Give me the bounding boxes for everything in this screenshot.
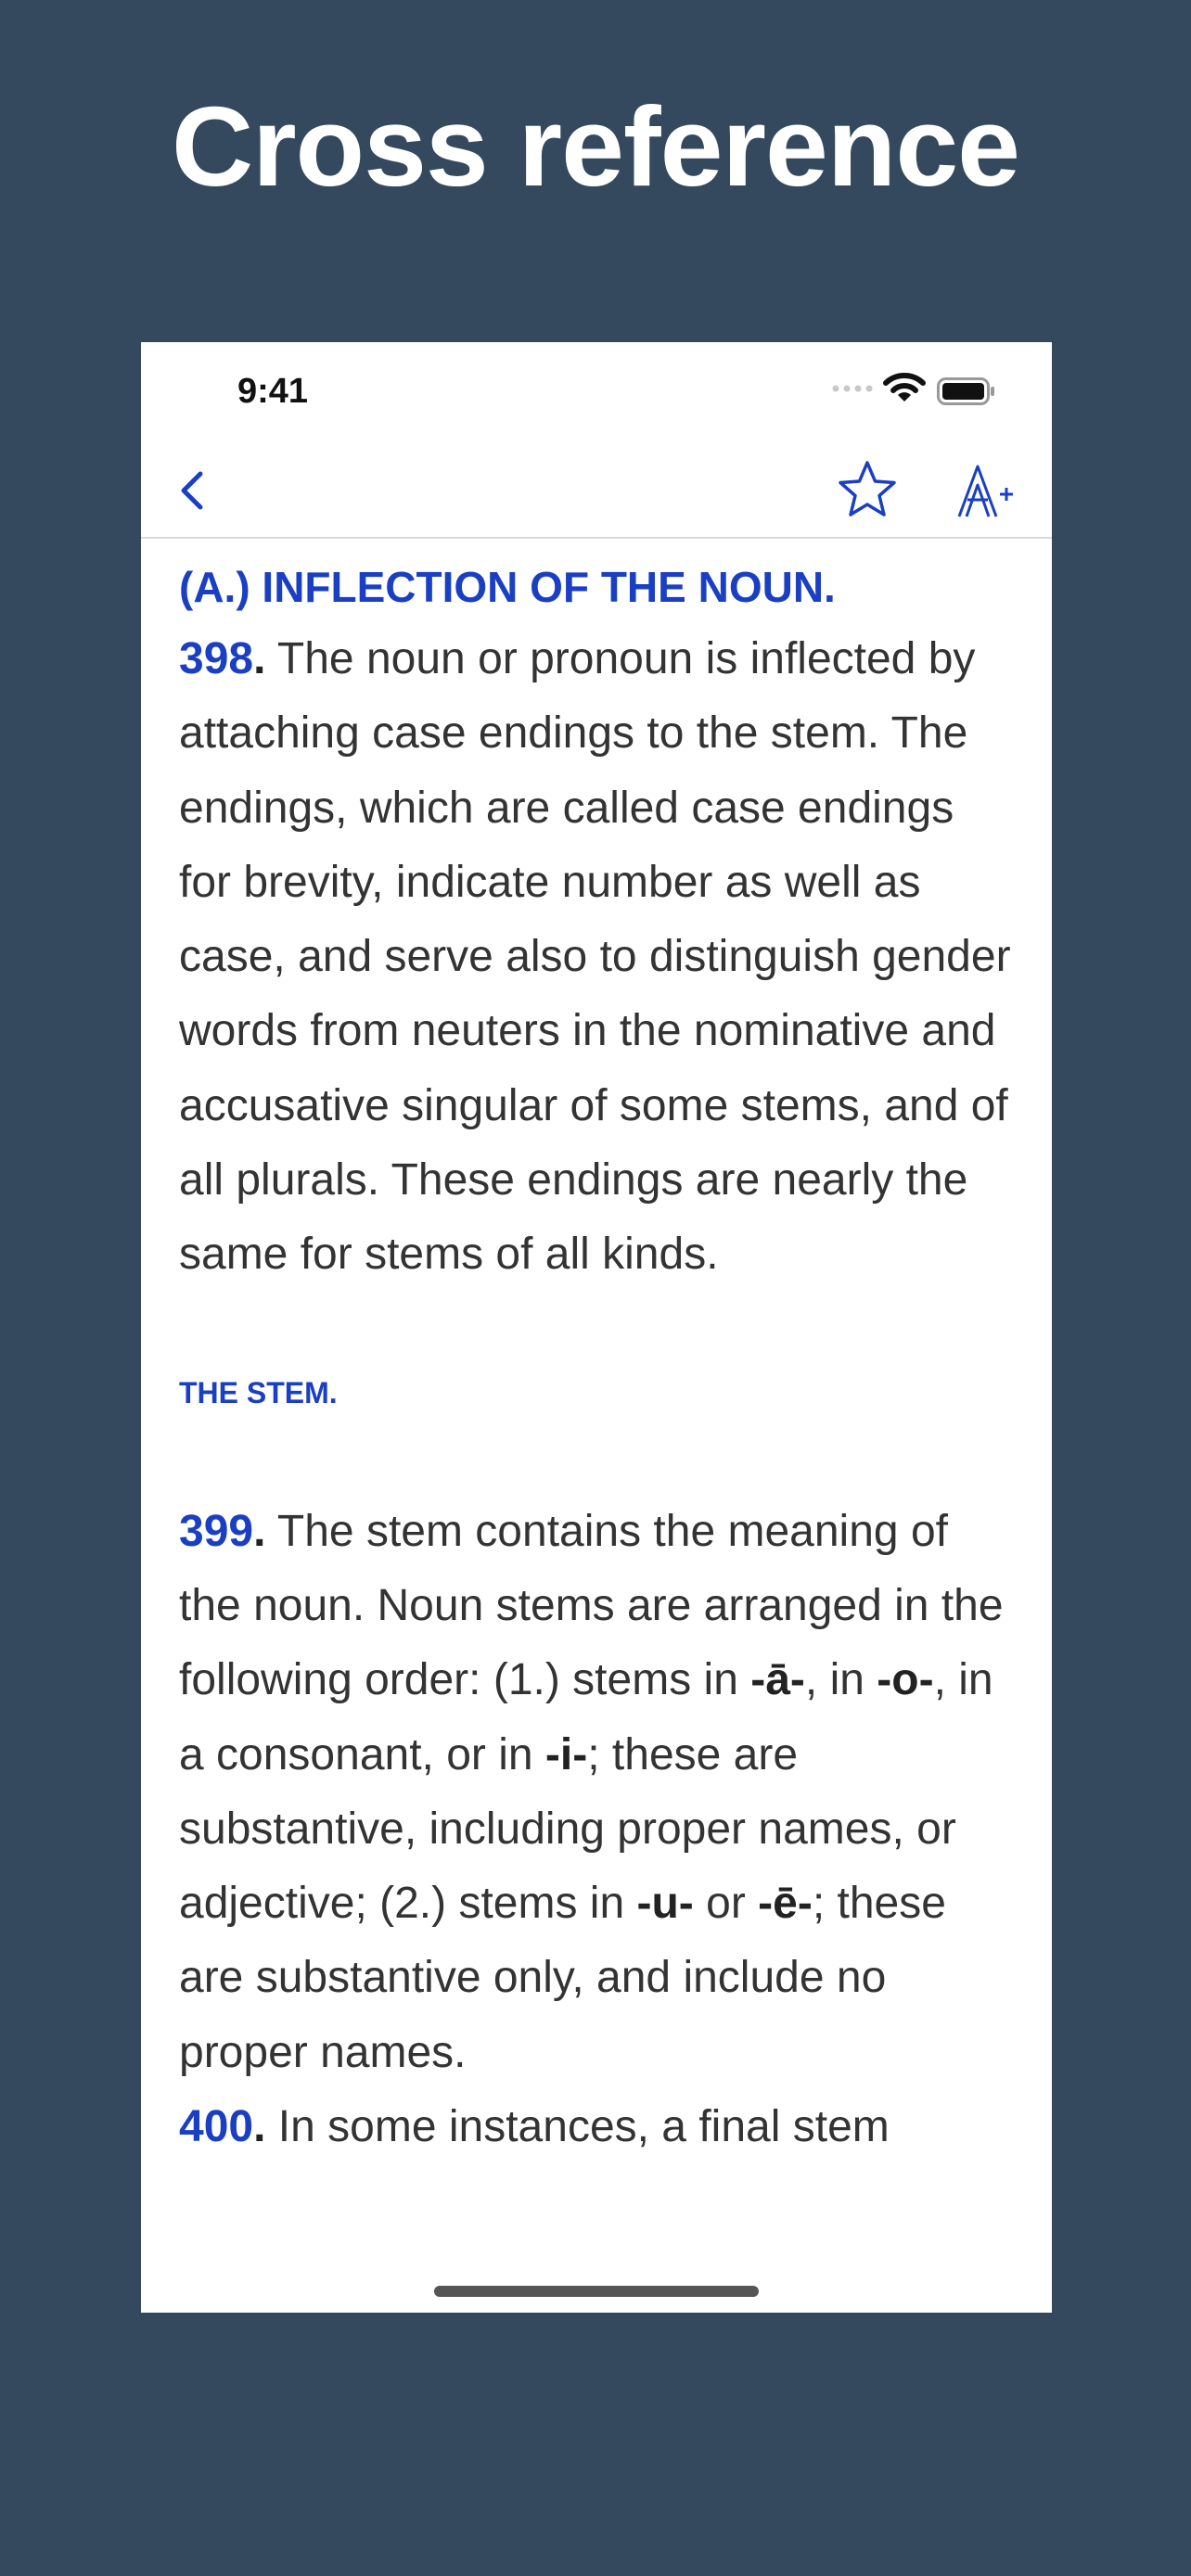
sub-heading: THE STEM. [179, 1375, 338, 1409]
stem-term: -ā- [750, 1655, 805, 1705]
cross-reference-link[interactable]: 398 [179, 634, 254, 683]
cellular-signal-icon [832, 383, 875, 394]
stem-term: -ē- [758, 1879, 813, 1929]
stem-term: -i- [544, 1729, 588, 1779]
paragraph-398: 398. The noun or pronoun is inflected by attaching case endings to the stem. The endings, which are called case endings for brevity, indicate number as well as case, and serve also to distinguish gender words from neuters in the nominative and accusative singular of some stems, and of all plurals. These endings are nearly the same for stems of all kinds. [179, 634, 1011, 1280]
cross-reference-link[interactable]: 399 [179, 1506, 254, 1556]
status-bar [141, 342, 1052, 444]
status-time: 9:41 [237, 372, 309, 411]
stem-term: -o- [877, 1655, 934, 1705]
phone-screen [141, 342, 1052, 2313]
home-indicator[interactable] [434, 2286, 759, 2297]
cross-reference-link[interactable]: 400 [179, 2102, 254, 2152]
font-size-button[interactable] [954, 459, 1018, 524]
paragraph-399: 399. The stem contains the meaning of the noun. Noun stems are arranged in the following order: (1.) stems in -ā-, in -o-, in a consonant, or in -i-; these are substantive, including proper names, or adjective; (2.) stems in -u- or -ē-; these are substantive only, and include no proper names. [179, 1506, 1004, 2077]
font-size-increase-icon [954, 459, 1018, 524]
favorite-button[interactable] [835, 457, 900, 522]
article-content [179, 539, 1014, 2245]
back-button[interactable] [165, 463, 221, 518]
wifi-icon [883, 372, 926, 403]
promo-title: Cross reference [171, 83, 1020, 210]
paragraph-text: The noun or pronoun is inflected by attaching case endings to the stem. The endings, which are called case endings for brevity, indicate number as well as case, and serve also to distinguish gender words from neuters in the nominative and accusative singular of some stems, and of all plurals. These endings are nearly the same for stems of all kinds. [179, 634, 1011, 1280]
star-outline-icon [835, 457, 900, 522]
paragraph-400: 400. In some instances, a final stem [179, 2102, 890, 2152]
navigation-bar [141, 444, 1052, 539]
battery-icon [937, 377, 996, 405]
stem-term: -u- [636, 1879, 694, 1929]
section-heading: (A.) INFLECTION OF THE NOUN. [179, 563, 836, 611]
paragraph-text: In some instances, a final stem [265, 2102, 890, 2152]
chevron-left-icon [165, 463, 221, 518]
